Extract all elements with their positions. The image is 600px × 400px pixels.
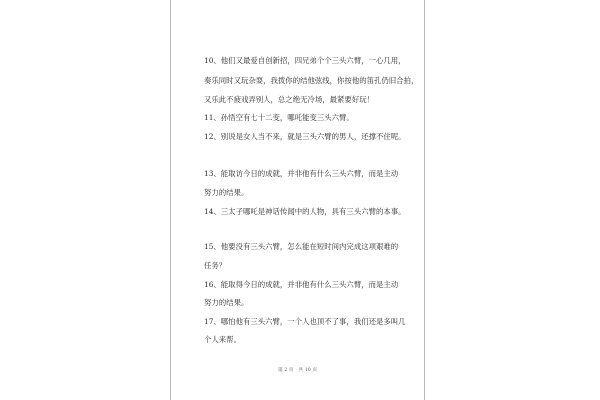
item-13-line-2: 努力的结果。 [204,188,249,197]
item-16-line-1: 16、能取得今日的成就，并非他有什么三头六臂，而是主动 [204,280,399,289]
document-page [170,0,425,400]
item-17-line-1: 17、哪怕他有三头六臂，一个人也顶不了事，我们还是多叫几 [204,317,406,326]
item-14-line-1: 14、三太子哪吒是神话传闻中的人物，具有三头六臂的本事。 [204,207,406,216]
item-12-line-1: 12、别说是女人当不来，就是三头六臂的男人，还撑不住呢。 [204,132,406,141]
item-16-line-2: 努力的结果。 [204,298,249,307]
item-13-line-1: 13、能取访今日的成就，并非他有什么三头六臂，而是主动 [204,169,399,178]
item-10-line-3: 又乐此不疲戏弄别人，总之绝无冷场，最紧要好玩！ [204,95,374,104]
item-15-line-1: 15、他要没有三头六臂，怎么能在短时间内完成这项艰难的 [204,242,399,251]
item-10-line-1: 10、他们又最爱自创新招，四兄弟个个三头六臂，一心几用， [204,56,406,65]
item-17-line-2: 个人来帮。 [204,335,241,344]
item-11-line-1: 11、孙悟空有七十二变，哪吒能变三头六臂。 [204,113,354,122]
item-15-line-2: 任务？ [204,261,227,270]
page-footer: 第 2 页 共 10 页 [277,368,318,373]
item-10-line-2: 奏乐同时又玩杂耍，我拨你的结他弦线，你按他的笛孔仍旧合拍， [204,76,419,85]
